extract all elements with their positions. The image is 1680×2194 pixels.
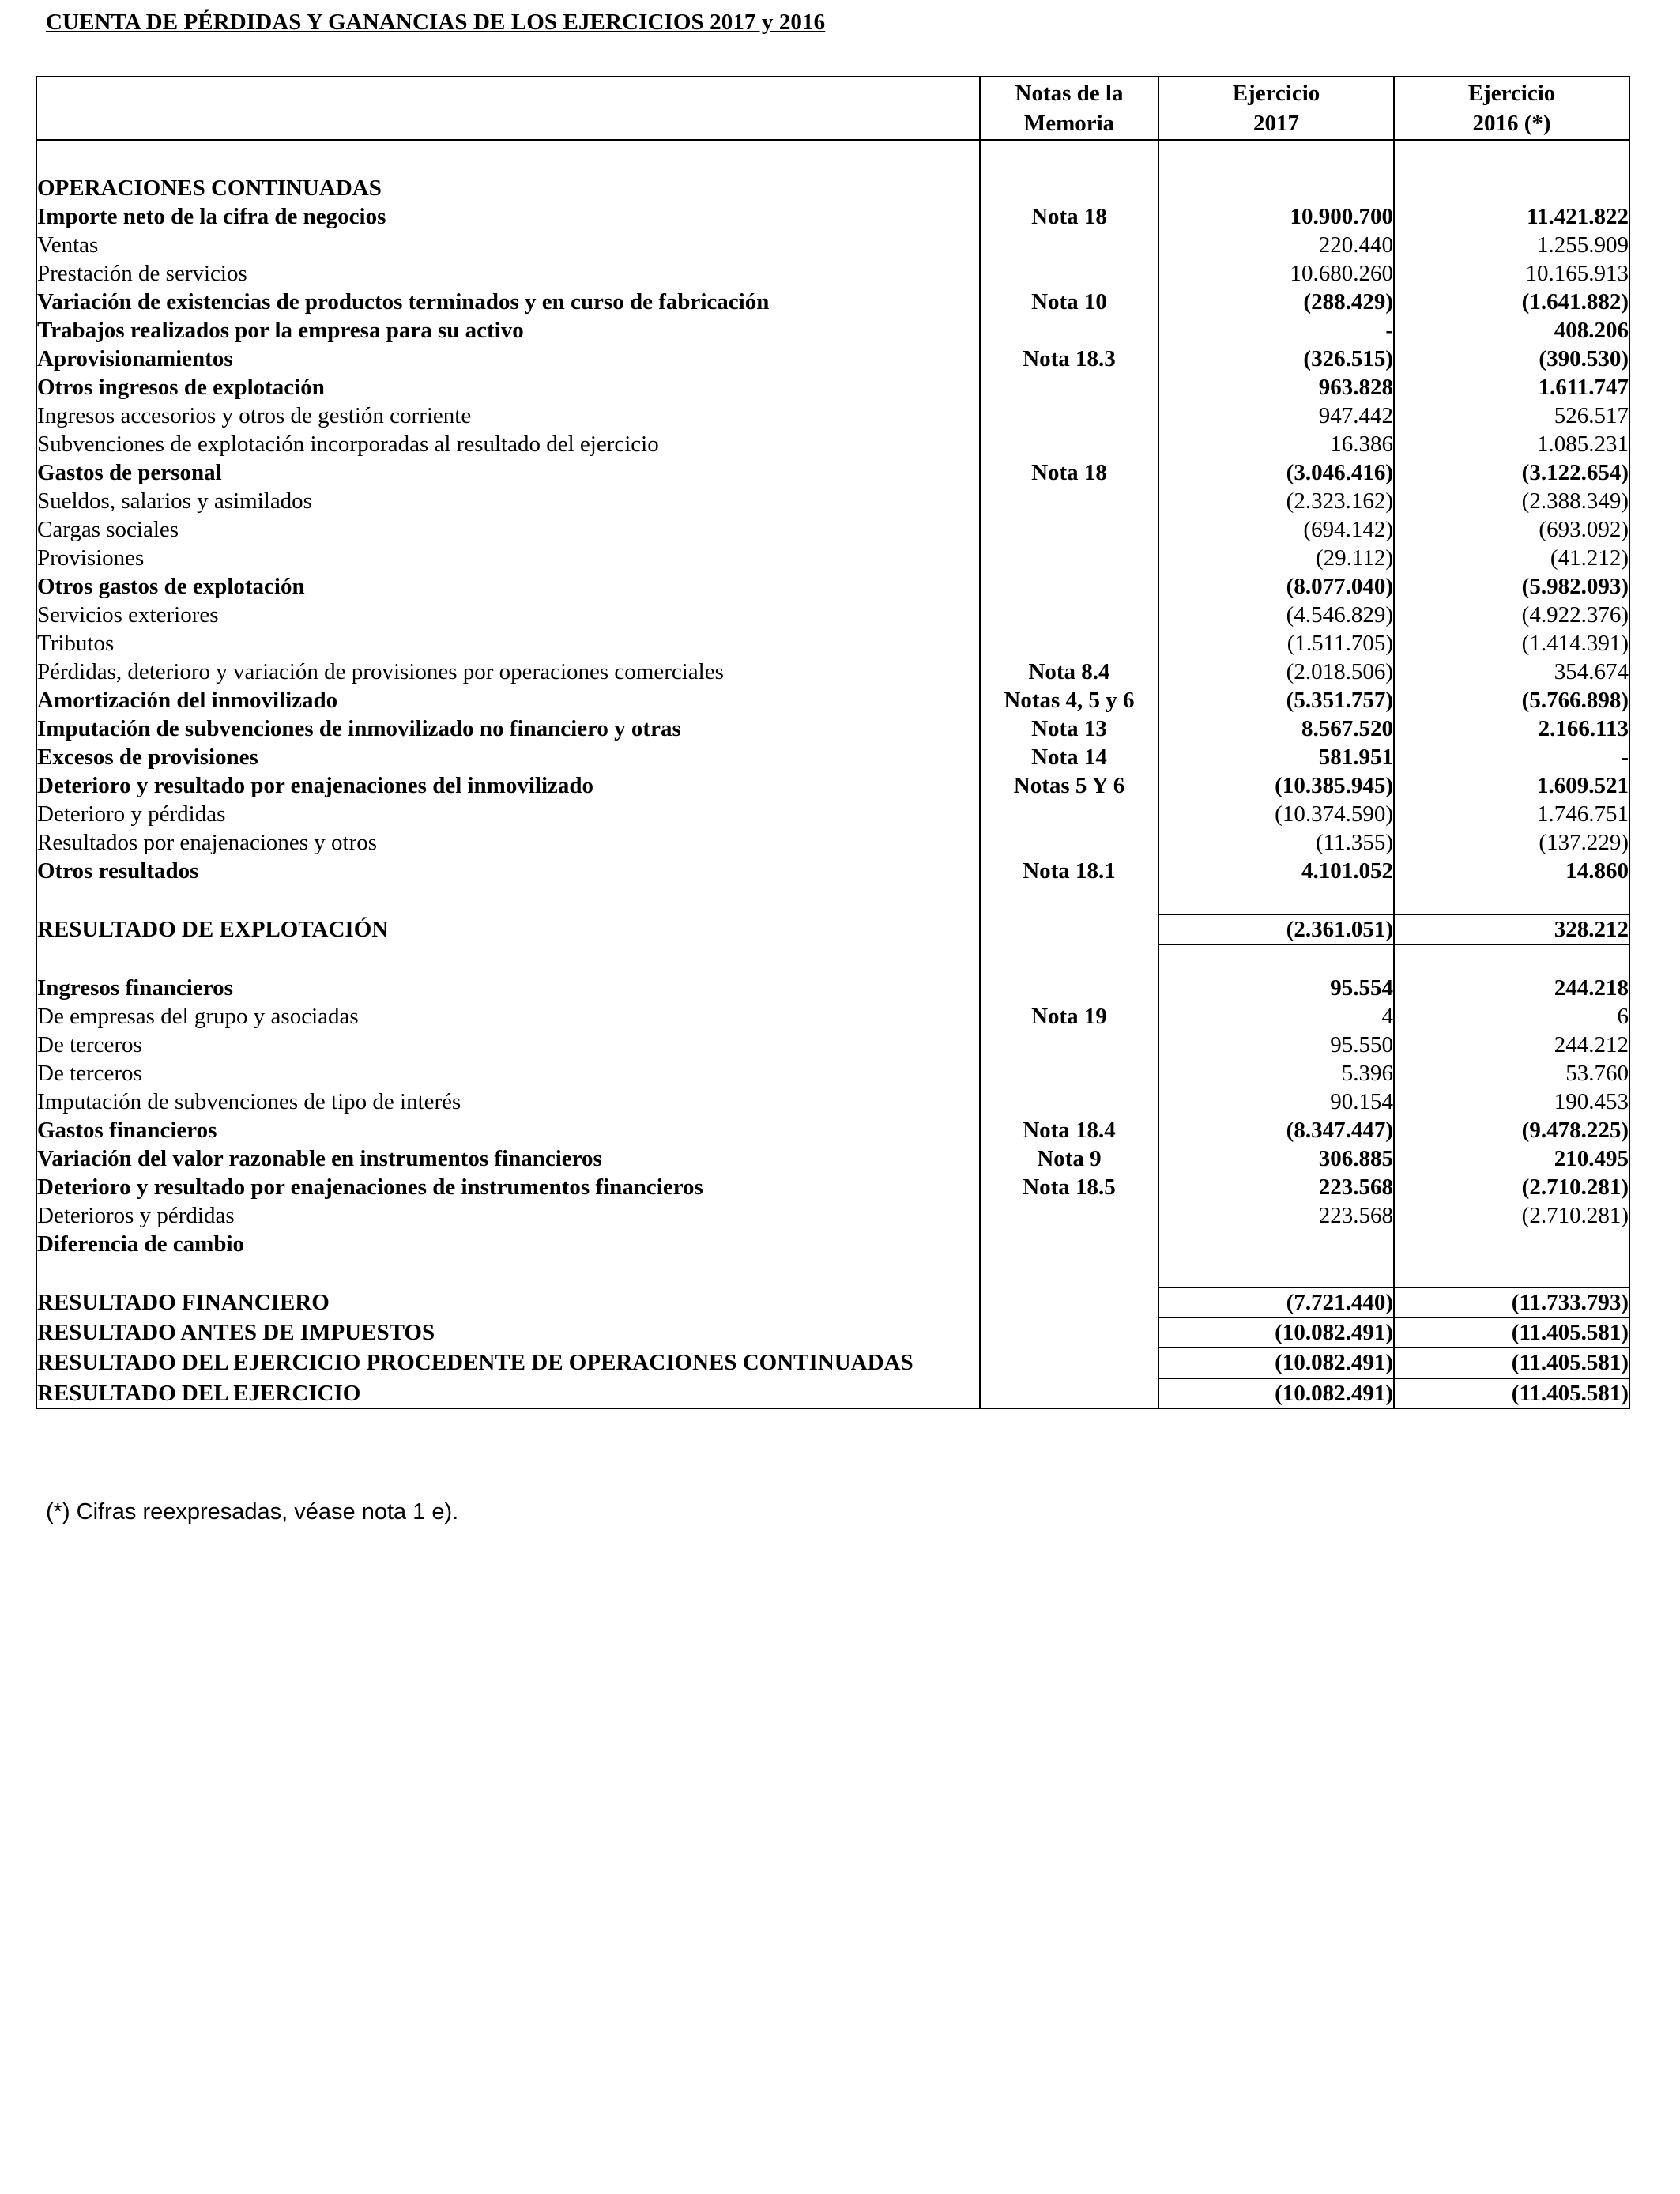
row-label: Deterioro y resultado por enajenaciones del inmovilizado — [36, 771, 980, 800]
row-label: Aprovisionamientos — [36, 345, 980, 373]
row-label: De terceros — [36, 1059, 980, 1088]
row-value-2017: 947.442 — [1158, 401, 1394, 430]
row-value-2017: (694.142) — [1158, 515, 1394, 544]
row-label: Deterioro y resultado por enajenaciones de instrumentos financieros — [36, 1173, 980, 1201]
row-value-2016: (11.405.581) — [1394, 1318, 1629, 1348]
row-value-2017: 223.568 — [1158, 1173, 1394, 1201]
row-label: Ingresos financieros — [36, 974, 980, 1002]
row-label: Sueldos, salarios y asimilados — [36, 487, 980, 515]
row-note — [980, 1031, 1158, 1059]
row-label: Excesos de provisiones — [36, 743, 980, 771]
header-notes-line2: Memoria — [1023, 111, 1115, 136]
row-value-2016: (1.414.391) — [1394, 629, 1629, 658]
table-row — [36, 1088, 1629, 1116]
row-value-2017: (10.374.590) — [1158, 800, 1394, 828]
table-row — [36, 515, 1629, 544]
row-note: Nota 18 — [980, 458, 1158, 487]
row-label: Servicios exteriores — [36, 601, 980, 629]
spacer-row — [36, 885, 1629, 914]
row-note: Nota 18.3 — [980, 345, 1158, 373]
row-value-2016: 244.212 — [1394, 1031, 1629, 1059]
table-row — [36, 259, 1629, 288]
row-note — [980, 401, 1158, 430]
row-value-2017: (3.046.416) — [1158, 458, 1394, 487]
row-note: Nota 13 — [980, 714, 1158, 743]
table-row — [36, 288, 1629, 316]
row-note — [980, 572, 1158, 601]
row-value-2017: (2.323.162) — [1158, 487, 1394, 515]
row-value-2017: (5.351.757) — [1158, 686, 1394, 714]
row-note — [980, 1059, 1158, 1088]
row-note — [980, 601, 1158, 629]
row-value-2016: 210.495 — [1394, 1144, 1629, 1173]
row-value-2016: (4.922.376) — [1394, 601, 1629, 629]
row-note: Nota 18.5 — [980, 1173, 1158, 1201]
row-value-2016: 1.609.521 — [1394, 771, 1629, 800]
table-row — [36, 828, 1629, 857]
row-note: Nota 18 — [980, 202, 1158, 231]
row-value-2016: (11.405.581) — [1394, 1378, 1629, 1408]
row-value-2016: 190.453 — [1394, 1088, 1629, 1116]
table-row — [36, 686, 1629, 714]
row-value-2017: (288.429) — [1158, 288, 1394, 316]
row-value-2016: (1.641.882) — [1394, 288, 1629, 316]
row-value-2017: (10.082.491) — [1158, 1348, 1394, 1378]
row-value-2016: 14.860 — [1394, 857, 1629, 885]
row-value-2017: (1.511.705) — [1158, 629, 1394, 658]
row-value-2017: 95.550 — [1158, 1031, 1394, 1059]
table-row — [36, 202, 1629, 231]
table-row — [36, 174, 1629, 202]
row-value-2017: (8.347.447) — [1158, 1116, 1394, 1144]
row-note — [980, 1201, 1158, 1230]
header-notes — [980, 77, 1158, 140]
row-label: Cargas sociales — [36, 515, 980, 544]
header-2017-line1: Ejercicio — [1232, 81, 1320, 106]
row-note: Nota 14 — [980, 743, 1158, 771]
table-row — [36, 316, 1629, 345]
row-value-2016: 354.674 — [1394, 658, 1629, 686]
spacer-row — [36, 1258, 1629, 1287]
row-label: De empresas del grupo y asociadas — [36, 1002, 980, 1031]
row-value-2017: (11.355) — [1158, 828, 1394, 857]
row-value-2017: - — [1158, 316, 1394, 345]
row-label: Gastos de personal — [36, 458, 980, 487]
row-note — [980, 231, 1158, 259]
row-value-2016: 10.165.913 — [1394, 259, 1629, 288]
row-note: Notas 4, 5 y 6 — [980, 686, 1158, 714]
row-note: Nota 18.1 — [980, 857, 1158, 885]
row-label: OPERACIONES CONTINUADAS — [36, 174, 980, 202]
row-value-2016: (41.212) — [1394, 544, 1629, 572]
table-header — [36, 77, 1629, 140]
row-label: RESULTADO DE EXPLOTACIÓN — [36, 914, 980, 944]
row-note — [980, 914, 1158, 944]
row-value-2016: (2.388.349) — [1394, 487, 1629, 515]
row-note — [980, 373, 1158, 401]
row-note — [980, 1378, 1158, 1408]
row-note — [980, 629, 1158, 658]
profit-loss-table — [36, 76, 1630, 1409]
row-note — [980, 487, 1158, 515]
row-value-2016: (2.710.281) — [1394, 1201, 1629, 1230]
table-row-total — [36, 1348, 1629, 1378]
row-label: Pérdidas, deterioro y variación de provisiones por operaciones comerciales — [36, 658, 980, 686]
table-row-total — [36, 1318, 1629, 1348]
table-row — [36, 1031, 1629, 1059]
footnote: (*) Cifras reexpresadas, véase nota 1 e). — [46, 1499, 459, 1525]
row-value-2017: (2.361.051) — [1158, 914, 1394, 944]
spacer-row — [36, 944, 1629, 974]
row-value-2016 — [1394, 174, 1629, 202]
header-notes-line1: Notas de la — [1015, 81, 1124, 106]
table-row — [36, 1059, 1629, 1088]
row-value-2017: 963.828 — [1158, 373, 1394, 401]
row-value-2016: (3.122.654) — [1394, 458, 1629, 487]
row-value-2017: 306.885 — [1158, 1144, 1394, 1173]
table-row — [36, 658, 1629, 686]
row-label: Otros ingresos de explotación — [36, 373, 980, 401]
row-note — [980, 1318, 1158, 1348]
row-value-2017: 10.680.260 — [1158, 259, 1394, 288]
row-value-2017: 90.154 — [1158, 1088, 1394, 1116]
row-label: Prestación de servicios — [36, 259, 980, 288]
table-row — [36, 430, 1629, 458]
row-label: RESULTADO ANTES DE IMPUESTOS — [36, 1318, 980, 1348]
table-row — [36, 1230, 1629, 1258]
row-label: Variación de existencias de productos terminados y en curso de fabricación — [36, 288, 980, 316]
row-label: Importe neto de la cifra de negocios — [36, 202, 980, 231]
row-note — [980, 430, 1158, 458]
row-value-2017 — [1158, 174, 1394, 202]
row-label: Diferencia de cambio — [36, 1230, 980, 1258]
row-value-2016: (11.733.793) — [1394, 1287, 1629, 1318]
table-row-total — [36, 1287, 1629, 1318]
row-label: De terceros — [36, 1031, 980, 1059]
row-note — [980, 259, 1158, 288]
row-value-2017: 5.396 — [1158, 1059, 1394, 1088]
row-note — [980, 974, 1158, 1002]
table-row — [36, 601, 1629, 629]
row-note — [980, 1287, 1158, 1318]
table-row — [36, 771, 1629, 800]
row-value-2017: (8.077.040) — [1158, 572, 1394, 601]
row-value-2016: 1.255.909 — [1394, 231, 1629, 259]
row-note — [980, 828, 1158, 857]
row-value-2017: (2.018.506) — [1158, 658, 1394, 686]
table-row — [36, 231, 1629, 259]
row-label: Deterioros y pérdidas — [36, 1201, 980, 1230]
row-label: Deterioro y pérdidas — [36, 800, 980, 828]
row-value-2016: 244.218 — [1394, 974, 1629, 1002]
row-value-2017 — [1158, 1230, 1394, 1258]
document-title: CUENTA DE PÉRDIDAS Y GANANCIAS DE LOS EJERCICIOS 2017 y 2016 — [46, 9, 826, 35]
row-value-2017: 4 — [1158, 1002, 1394, 1031]
row-value-2016: (5.982.093) — [1394, 572, 1629, 601]
table-row — [36, 572, 1629, 601]
row-value-2017: (4.546.829) — [1158, 601, 1394, 629]
row-value-2017: 8.567.520 — [1158, 714, 1394, 743]
row-note — [980, 174, 1158, 202]
row-note: Nota 18.4 — [980, 1116, 1158, 1144]
row-label: Tributos — [36, 629, 980, 658]
table-row — [36, 1002, 1629, 1031]
row-note: Notas 5 Y 6 — [980, 771, 1158, 800]
row-note — [980, 1088, 1158, 1116]
row-note — [980, 316, 1158, 345]
row-value-2017: 581.951 — [1158, 743, 1394, 771]
row-note — [980, 544, 1158, 572]
table-row — [36, 1173, 1629, 1201]
header-2016-line2: 2016 (*) — [1472, 111, 1551, 136]
table-row — [36, 857, 1629, 885]
table-row-total — [36, 914, 1629, 944]
row-label: Imputación de subvenciones de inmovilizado no financiero y otras — [36, 714, 980, 743]
row-label: Gastos financieros — [36, 1116, 980, 1144]
row-label: RESULTADO DEL EJERCICIO — [36, 1378, 980, 1408]
row-value-2017: (7.721.440) — [1158, 1287, 1394, 1318]
header-2017-line2: 2017 — [1253, 111, 1299, 136]
table-row — [36, 544, 1629, 572]
row-value-2016: (693.092) — [1394, 515, 1629, 544]
row-value-2017: (326.515) — [1158, 345, 1394, 373]
header-year-2016 — [1394, 77, 1629, 140]
table-row — [36, 714, 1629, 743]
table-row — [36, 800, 1629, 828]
row-note — [980, 515, 1158, 544]
row-value-2016: 11.421.822 — [1394, 202, 1629, 231]
row-value-2016 — [1394, 1230, 1629, 1258]
row-label: Amortización del inmovilizado — [36, 686, 980, 714]
row-label: Trabajos realizados por la empresa para su activo — [36, 316, 980, 345]
row-value-2017: 220.440 — [1158, 231, 1394, 259]
row-value-2016: 1.746.751 — [1394, 800, 1629, 828]
row-value-2016: (137.229) — [1394, 828, 1629, 857]
table-row — [36, 345, 1629, 373]
row-value-2016: (390.530) — [1394, 345, 1629, 373]
row-value-2017: (29.112) — [1158, 544, 1394, 572]
table-body — [36, 140, 1629, 1408]
row-label: Resultados por enajenaciones y otros — [36, 828, 980, 857]
table-row — [36, 1201, 1629, 1230]
row-note — [980, 1348, 1158, 1378]
table-row-total — [36, 1378, 1629, 1408]
row-value-2016: (5.766.898) — [1394, 686, 1629, 714]
row-value-2016: (9.478.225) — [1394, 1116, 1629, 1144]
row-value-2017: 223.568 — [1158, 1201, 1394, 1230]
row-label: Variación del valor razonable en instrumentos financieros — [36, 1144, 980, 1173]
row-value-2016: 6 — [1394, 1002, 1629, 1031]
table-row — [36, 974, 1629, 1002]
row-value-2017: 4.101.052 — [1158, 857, 1394, 885]
row-value-2017: 16.386 — [1158, 430, 1394, 458]
row-value-2016: 1.085.231 — [1394, 430, 1629, 458]
spacer-row — [36, 140, 1629, 174]
row-value-2016: 53.760 — [1394, 1059, 1629, 1088]
table-row — [36, 487, 1629, 515]
row-value-2016: - — [1394, 743, 1629, 771]
row-value-2016: 2.166.113 — [1394, 714, 1629, 743]
row-note: Nota 10 — [980, 288, 1158, 316]
row-label: Otros gastos de explotación — [36, 572, 980, 601]
row-label: Imputación de subvenciones de tipo de interés — [36, 1088, 980, 1116]
row-label: Otros resultados — [36, 857, 980, 885]
row-note: Nota 9 — [980, 1144, 1158, 1173]
row-label: RESULTADO FINANCIERO — [36, 1287, 980, 1318]
row-label: RESULTADO DEL EJERCICIO PROCEDENTE DE OPERACIONES CONTINUADAS — [36, 1348, 980, 1378]
table-row — [36, 1116, 1629, 1144]
table-row — [36, 401, 1629, 430]
row-value-2017: 95.554 — [1158, 974, 1394, 1002]
row-note: Nota 19 — [980, 1002, 1158, 1031]
row-value-2017: (10.082.491) — [1158, 1378, 1394, 1408]
header-2016-line1: Ejercicio — [1467, 81, 1556, 106]
row-value-2016: (11.405.581) — [1394, 1348, 1629, 1378]
table-row — [36, 373, 1629, 401]
row-value-2017: (10.385.945) — [1158, 771, 1394, 800]
table-row — [36, 1144, 1629, 1173]
row-value-2016: (2.710.281) — [1394, 1173, 1629, 1201]
table-row — [36, 743, 1629, 771]
table-row — [36, 629, 1629, 658]
row-value-2016: 328.212 — [1394, 914, 1629, 944]
header-year-2017 — [1158, 77, 1394, 140]
row-label: Ingresos accesorios y otros de gestión corriente — [36, 401, 980, 430]
row-label: Ventas — [36, 231, 980, 259]
row-value-2016: 1.611.747 — [1394, 373, 1629, 401]
row-label: Subvenciones de explotación incorporadas al resultado del ejercicio — [36, 430, 980, 458]
row-value-2016: 408.206 — [1394, 316, 1629, 345]
row-value-2017: (10.082.491) — [1158, 1318, 1394, 1348]
row-note: Nota 8.4 — [980, 658, 1158, 686]
row-value-2017: 10.900.700 — [1158, 202, 1394, 231]
row-note — [980, 1230, 1158, 1258]
header-concept — [36, 77, 980, 140]
row-label: Provisiones — [36, 544, 980, 572]
row-value-2016: 526.517 — [1394, 401, 1629, 430]
row-note — [980, 800, 1158, 828]
table-row — [36, 458, 1629, 487]
